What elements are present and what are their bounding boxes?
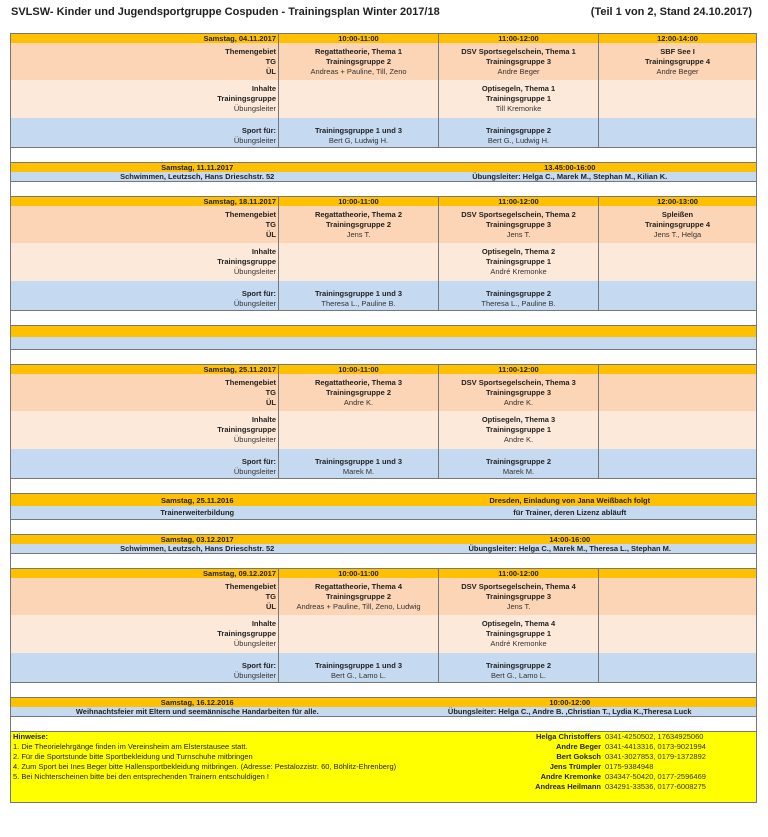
session-group: Trainingsgruppe 3 xyxy=(485,591,551,601)
sport-cell xyxy=(279,118,439,147)
sport-leader: Bert G., Ludwig H. xyxy=(487,136,550,145)
session-topic: Optisegeln, Thema 1 xyxy=(481,84,556,93)
contact-phone: 0341-4250502, 17634925060 xyxy=(605,732,704,741)
spacer-row xyxy=(10,148,757,162)
event-header-row xyxy=(10,493,757,506)
sport-cell xyxy=(279,653,439,682)
sport-row xyxy=(10,118,757,148)
time-slot: 11:00-12:00 xyxy=(439,34,599,43)
sport-cell xyxy=(439,281,599,310)
block-date: Samstag, 09.12.2017 xyxy=(11,569,279,578)
contact-item xyxy=(513,782,756,792)
event-time: 14:00-16:00 xyxy=(549,535,591,544)
training-block xyxy=(10,364,757,479)
label-inhalte: Inhalte xyxy=(251,247,276,256)
session-leader: André Kremonke xyxy=(490,639,547,648)
sport-cell xyxy=(439,449,599,478)
contact-item xyxy=(513,732,756,742)
session-topic: Regattatheorie, Thema 3 xyxy=(314,377,403,387)
session-topic: Regattatheorie, Thema 1 xyxy=(314,46,403,56)
label-themengebiet: Themengebiet xyxy=(225,581,276,591)
note-item: 4. Zum Sport bei Ines Beger bitte Hallensportbekleidung mitbringen. (Adresse: Pestalozzistr. 60, Böhlitz-Ehrenberg) xyxy=(13,762,397,771)
time-slot: 10:00-11:00 xyxy=(279,34,439,43)
session-cell xyxy=(599,206,756,243)
notes-title: Hinweise: xyxy=(13,732,49,741)
contact-phone: 034347-50420, 0177-2596469 xyxy=(605,772,706,781)
sport-cell xyxy=(279,281,439,310)
event-date: Samstag, 16.12.2016 xyxy=(160,698,234,707)
label-ul: ÜL xyxy=(266,229,276,239)
label-uebungsleiter: Übungsleiter xyxy=(233,639,276,648)
note-item: 1. Die Theorielehrgänge finden im Vereinsheim am Elsterstausee statt. xyxy=(13,742,248,751)
notes-box xyxy=(10,731,757,803)
contact-list xyxy=(513,732,756,802)
spacer-row xyxy=(10,554,757,568)
session-leader: Andreas + Pauline, Till, Zeno xyxy=(310,66,407,76)
session-cell xyxy=(439,80,599,118)
session-cell xyxy=(439,615,599,653)
sport-group: Trainingsgruppe 2 xyxy=(485,126,551,135)
label-sport-fuer: Sport für: xyxy=(241,457,276,466)
event-date: Samstag, 25.11.2016 xyxy=(160,496,234,505)
time-slot: 10:00-11:00 xyxy=(279,197,439,206)
session-group: Trainingsgruppe 2 xyxy=(325,56,391,66)
session-group: Trainingsgruppe 1 xyxy=(485,425,551,434)
event-header-row xyxy=(10,162,757,172)
contact-name: Bert Goksch xyxy=(556,752,601,761)
session-leader: Andre K. xyxy=(503,397,534,407)
label-inhalte: Inhalte xyxy=(251,619,276,628)
event-time: 10:00-12:00 xyxy=(549,698,591,707)
session-leader: Andre K. xyxy=(343,397,374,407)
contact-phone: 034291-33536, 0177-6008275 xyxy=(605,782,706,791)
session-leader: Jens T. xyxy=(346,229,371,239)
label-tg: TG xyxy=(265,387,276,397)
session-cell xyxy=(439,411,599,449)
label-uebungsleiter: Übungsleiter xyxy=(233,299,276,308)
label-sport-fuer: Sport für: xyxy=(241,289,276,298)
inhalte-row xyxy=(10,615,757,653)
label-trainingsgruppe: Trainingsgruppe xyxy=(217,425,276,434)
event-detail-row xyxy=(10,337,757,350)
label-ul: ÜL xyxy=(266,397,276,407)
spacer-row xyxy=(10,311,757,325)
session-group: Trainingsgruppe 4 xyxy=(644,219,710,229)
contact-item xyxy=(513,772,756,782)
session-group: Trainingsgruppe 3 xyxy=(485,387,551,397)
session-group: Trainingsgruppe 2 xyxy=(325,387,391,397)
label-tg: TG xyxy=(265,591,276,601)
label-themengebiet: Themengebiet xyxy=(225,377,276,387)
themen-row xyxy=(10,578,757,615)
event-date: Samstag, 03.12.2017 xyxy=(160,535,234,544)
session-cell xyxy=(599,43,756,80)
sport-row xyxy=(10,281,757,311)
time-slot: 12:00-13:00 xyxy=(657,197,698,206)
label-uebungsleiter: Übungsleiter xyxy=(233,435,276,444)
session-cell xyxy=(439,374,599,411)
label-sport-fuer: Sport für: xyxy=(241,661,276,670)
contact-phone: 0175-9384948 xyxy=(605,762,654,771)
event-title: Trainerweiterbildung xyxy=(160,508,235,517)
session-topic: Spleißen xyxy=(661,209,694,219)
event-detail-row xyxy=(10,506,757,520)
label-uebungsleiter: Übungsleiter xyxy=(233,104,276,113)
session-cell xyxy=(439,43,599,80)
session-leader: Jens T., Helga xyxy=(653,229,702,239)
note-item: 2. Für die Sportstunde bitte Sportbekleidung und Turnschuhe mitbringen xyxy=(13,752,253,761)
themen-row xyxy=(10,43,757,80)
contact-item xyxy=(513,762,756,772)
block-date: Samstag, 25.11.2017 xyxy=(11,365,279,374)
block-date: Samstag, 18.11.2017 xyxy=(11,197,279,206)
sport-leader: Marek M. xyxy=(502,467,535,476)
session-topic: DSV Sportsegelschein, Thema 2 xyxy=(461,209,576,219)
session-leader: Till Kremonke xyxy=(495,104,542,113)
contact-phone: 0341-3027853, 0179-1372892 xyxy=(605,752,706,761)
themen-row xyxy=(10,206,757,243)
time-slot: 12:00-14:00 xyxy=(657,34,698,43)
session-group: Trainingsgruppe 2 xyxy=(325,219,391,229)
session-topic: Optisegeln, Thema 3 xyxy=(481,415,556,424)
session-topic: SBF See I xyxy=(660,46,695,56)
session-leader: Jens T. xyxy=(506,229,531,239)
notes-list xyxy=(11,732,513,802)
session-group: Trainingsgruppe 3 xyxy=(485,56,551,66)
event-leaders: Übungsleiter: Helga C., Andre B. ,Christian T., Lydia K.,Theresa Luck xyxy=(447,707,692,716)
contact-name: Jens Trümpler xyxy=(549,762,601,771)
training-plan-table xyxy=(10,33,757,803)
label-sport-fuer: Sport für: xyxy=(241,126,276,135)
session-leader: Andre Beger xyxy=(656,66,699,76)
sport-cell xyxy=(279,449,439,478)
session-leader: André Kremonke xyxy=(490,267,547,276)
time-slot: 10:00-11:00 xyxy=(279,365,439,374)
time-slot: 11:00-12:00 xyxy=(439,197,599,206)
session-topic: Optisegeln, Thema 4 xyxy=(481,619,556,628)
session-leader: Andre Beger xyxy=(497,66,540,76)
session-leader: Andreas + Pauline, Till, Zeno, Ludwig xyxy=(296,601,421,611)
sport-group: Trainingsgruppe 2 xyxy=(485,289,551,298)
label-themengebiet: Themengebiet xyxy=(225,209,276,219)
contact-name: Andre Kremonke xyxy=(540,772,601,781)
block-header-row xyxy=(10,568,757,578)
time-slot xyxy=(599,569,756,578)
session-group: Trainingsgruppe 1 xyxy=(485,257,551,266)
label-trainingsgruppe: Trainingsgruppe xyxy=(217,629,276,638)
event-detail-row xyxy=(10,707,757,717)
sport-group: Trainingsgruppe 2 xyxy=(485,457,551,466)
sport-cell xyxy=(439,653,599,682)
event-leaders: Übungsleiter: Helga C., Marek M., Stephan M., Kilian K. xyxy=(472,172,668,181)
time-slot: 11:00-12:00 xyxy=(439,569,599,578)
sport-group: Trainingsgruppe 1 und 3 xyxy=(314,457,403,466)
event-date: Samstag, 11.11.2017 xyxy=(161,163,234,172)
label-uebungsleiter: Übungsleiter xyxy=(233,671,276,680)
session-cell xyxy=(439,206,599,243)
sport-group: Trainingsgruppe 1 und 3 xyxy=(314,126,403,135)
note-item: 5. Bei Nichterscheinen bitte bei den entsprechenden Trainern entschuldigen ! xyxy=(13,772,269,781)
label-ul: ÜL xyxy=(266,66,276,76)
spacer-row xyxy=(10,683,757,697)
session-group: Trainingsgruppe 1 xyxy=(485,94,551,103)
sport-group: Trainingsgruppe 1 und 3 xyxy=(314,661,403,670)
spacer-row xyxy=(10,717,757,731)
event-leaders: Übungsleiter: Helga C., Marek M., Theresa L., Stephan M. xyxy=(468,544,672,553)
sport-leader: Theresa L., Pauline B. xyxy=(321,299,396,308)
block-header-row xyxy=(10,364,757,374)
spacer-row xyxy=(10,350,757,364)
sport-leader: Bert G., Lamo L. xyxy=(330,671,387,680)
page-subtitle: (Teil 1 von 2, Stand 24.10.2017) xyxy=(590,6,752,18)
session-group: Trainingsgruppe 3 xyxy=(485,219,551,229)
session-cell xyxy=(599,374,756,411)
event-location: Schwimmen, Leutzsch, Hans Drieschstr. 52 xyxy=(120,172,275,181)
session-cell xyxy=(279,578,439,615)
event-leaders xyxy=(384,337,757,349)
event-time: 13.45:00-16:00 xyxy=(544,163,596,172)
sport-leader: Bert G, Ludwig H. xyxy=(328,136,389,145)
block-date: Samstag, 04.11.2017 xyxy=(11,34,279,43)
themen-row xyxy=(10,374,757,411)
event-header-row xyxy=(10,697,757,707)
training-block xyxy=(10,33,757,148)
session-topic: DSV Sportsegelschein, Thema 4 xyxy=(461,581,576,591)
event-date xyxy=(11,326,384,337)
session-cell xyxy=(439,243,599,281)
sport-group: Trainingsgruppe 1 und 3 xyxy=(314,289,403,298)
session-cell xyxy=(439,578,599,615)
event-header-row xyxy=(10,325,757,337)
session-cell xyxy=(279,374,439,411)
sport-row xyxy=(10,653,757,683)
session-cell xyxy=(279,206,439,243)
label-uebungsleiter: Übungsleiter xyxy=(233,467,276,476)
event-time xyxy=(384,326,757,337)
label-uebungsleiter: Übungsleiter xyxy=(233,267,276,276)
sport-cell xyxy=(439,118,599,147)
label-inhalte: Inhalte xyxy=(251,415,276,424)
session-topic: DSV Sportsegelschein, Thema 3 xyxy=(461,377,576,387)
contact-item xyxy=(513,742,756,752)
contact-item xyxy=(513,752,756,762)
event-detail-row xyxy=(10,544,757,554)
label-trainingsgruppe: Trainingsgruppe xyxy=(217,94,276,103)
session-topic: Optisegeln, Thema 2 xyxy=(481,247,556,256)
page-title: SVLSW- Kinder und Jugendsportgruppe Cospuden - Trainingsplan Winter 2017/18 xyxy=(11,6,440,18)
training-block xyxy=(10,568,757,683)
inhalte-row xyxy=(10,411,757,449)
contact-name: Andreas Heilmann xyxy=(535,782,601,791)
label-uebungsleiter: Übungsleiter xyxy=(233,136,276,145)
training-block xyxy=(10,196,757,311)
session-cell xyxy=(599,578,756,615)
spacer-row xyxy=(10,520,757,534)
session-leader: Andre K. xyxy=(503,435,534,444)
session-group: Trainingsgruppe 4 xyxy=(644,56,710,66)
sport-group: Trainingsgruppe 2 xyxy=(485,661,551,670)
sport-row xyxy=(10,449,757,479)
block-header-row xyxy=(10,196,757,206)
label-inhalte: Inhalte xyxy=(251,84,276,93)
spacer-row xyxy=(10,479,757,493)
event-location: Schwimmen, Leutzsch, Hans Drieschstr. 52 xyxy=(120,544,275,553)
event-description: Dresden, Einladung von Jana Weißbach folgt xyxy=(489,496,651,505)
label-tg: TG xyxy=(265,219,276,229)
event-location xyxy=(11,337,384,349)
inhalte-row xyxy=(10,243,757,281)
session-topic: Regattatheorie, Thema 2 xyxy=(314,209,403,219)
session-group: Trainingsgruppe 1 xyxy=(485,629,551,638)
time-slot: 11:00-12:00 xyxy=(439,365,599,374)
block-header-row xyxy=(10,33,757,43)
label-tg: TG xyxy=(265,56,276,66)
session-group: Trainingsgruppe 2 xyxy=(325,591,391,601)
contact-name: Andre Beger xyxy=(555,742,601,751)
contact-phone: 0341-4413316, 0173-9021994 xyxy=(605,742,706,751)
event-audience: für Trainer, deren Lizenz abläuft xyxy=(513,508,627,517)
event-header-row xyxy=(10,534,757,544)
session-topic: DSV Sportsegelschein, Thema 1 xyxy=(461,46,576,56)
sport-leader: Theresa L., Pauline B. xyxy=(481,299,556,308)
time-slot xyxy=(599,365,756,374)
event-description: Weihnachtsfeier mit Eltern und seemännische Handarbeiten für alle. xyxy=(75,707,319,716)
label-trainingsgruppe: Trainingsgruppe xyxy=(217,257,276,266)
label-ul: ÜL xyxy=(266,601,276,611)
inhalte-row xyxy=(10,80,757,118)
label-themengebiet: Themengebiet xyxy=(225,46,276,56)
spacer-row xyxy=(10,182,757,196)
time-slot: 10:00-11:00 xyxy=(279,569,439,578)
contact-name: Helga Christoffers xyxy=(535,732,601,741)
session-topic: Regattatheorie, Thema 4 xyxy=(314,581,403,591)
sport-leader: Bert G., Lamo L. xyxy=(490,671,547,680)
session-cell xyxy=(279,43,439,80)
event-detail-row xyxy=(10,172,757,182)
session-leader: Jens T. xyxy=(506,601,531,611)
sport-leader: Marek M. xyxy=(342,467,375,476)
